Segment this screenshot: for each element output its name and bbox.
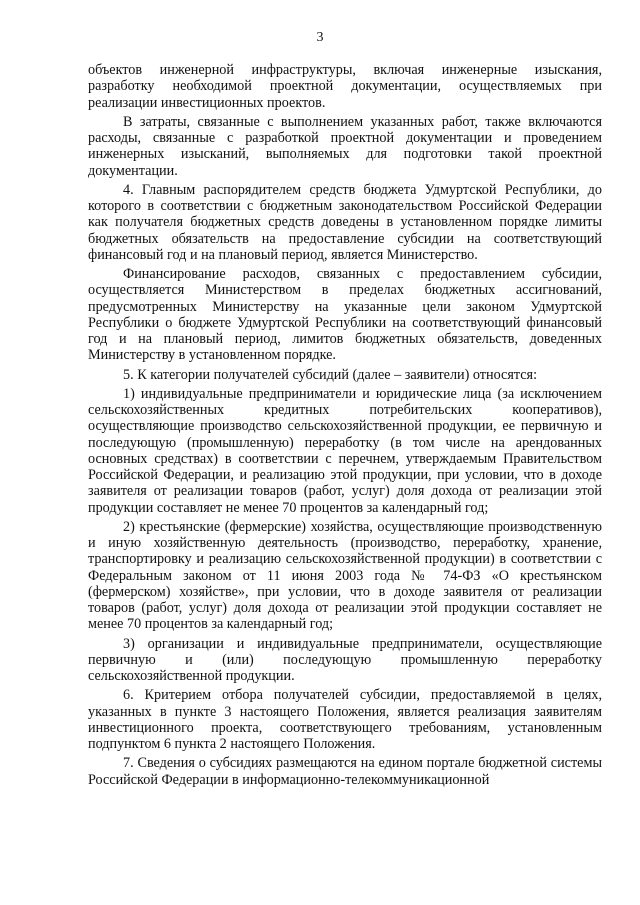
- paragraph: В затраты, связанные с выполнением указанных работ, также включаются расходы, связанные с разработкой проектной документации и проведением инженерных изысканий, выполняемых для подготовки такой проектной документации.: [88, 113, 602, 179]
- paragraph: Финансирование расходов, связанных с предоставлением субсидии, осуществляется Министерством в пределах бюджетных ассигнований, предусмотренных Министерству на указанные цели законом Удмуртской Республики о бюджете Удмуртской Республики на соответствующий финансовый год и на плановый период, лимитов бюджетных обязательств, доведенных Министерству в установленном порядке.: [88, 266, 602, 364]
- paragraph: 7. Сведения о субсидиях размещаются на едином портале бюджетной системы Российской Федерации в информационно-телекоммуникационной: [88, 755, 602, 788]
- paragraph: 1) индивидуальные предприниматели и юридические лица (за исключением сельскохозяйственных кредитных потребительских кооперативов), осуществляющие производство сельскохозяйственной продукции, ее первичную и последующую (промышленную) переработку (в том числе на арендованных основных средствах) в соответствии с перечнем, утверждаемым Правительством Российской Федерации, и реализацию этой продукции, при условии, что в доходе заявителя от реализации товаров (работ, услуг) доля дохода от реализации этой продукции составляет не менее 70 процентов за календарный год;: [88, 385, 602, 516]
- paragraph: объектов инженерной инфраструктуры, включая инженерные изыскания, разработку необходимой проектной документации, осуществляемых при реализации инвестиционных проектов.: [88, 62, 602, 111]
- page-number: 3: [316, 30, 324, 45]
- paragraph: 4. Главным распорядителем средств бюджета Удмуртской Республики, до которого в соответствии с бюджетным законодательством Российской Федерации как получателя бюджетных средств доведены в установленном порядке лимиты бюджетных обязательств на предоставление субсидии на соответствующий финансовый год и на плановый период, является Министерство.: [88, 181, 602, 263]
- paragraph: 2) крестьянские (фермерские) хозяйства, осуществляющие производственную и иную хозяйственную деятельность (производство, переработку, хранение, транспортировку и реализацию сельскохозяйственной продукции) в соответствии с Федеральным законом от 11 июня 2003 года № 74-ФЗ «О крестьянском (фермерском) хозяйстве», при условии, что в доходе заявителя от реализации товаров (работ, услуг) доля дохода от реализации этой продукции составляет не менее 70 процентов за календарный год;: [88, 518, 602, 633]
- paragraph: 5. К категории получателей субсидий (далее – заявители) относятся:: [123, 366, 538, 383]
- paragraph: 6. Критерием отбора получателей субсидии, предоставляемой в целях, указанных в пункте 3 настоящего Положения, является реализация заявителям инвестиционного проекта, соответствующего требованиям, установленным подпунктом 6 пункта 2 настоящего Положения.: [88, 687, 602, 752]
- paragraph: 3) организации и индивидуальные предприниматели, осуществляющие первичную и (или) последующую промышленную переработку сельскохозяйственной продукции.: [88, 635, 602, 684]
- document-body: [88, 62, 602, 791]
